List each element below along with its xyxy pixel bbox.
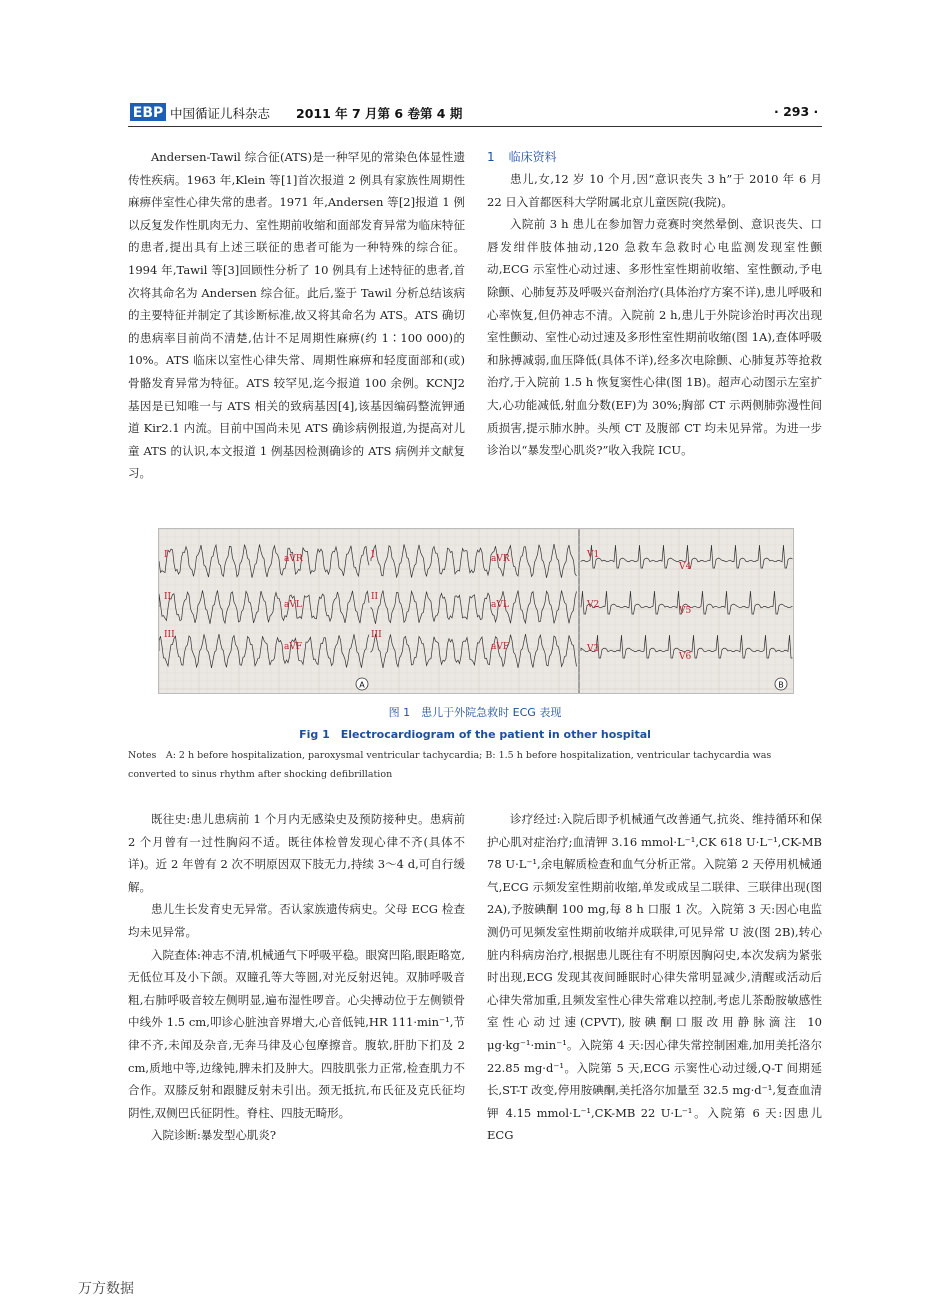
figure-caption-cn: 图 1 患儿于外院急救时 ECG 表现 [388, 706, 562, 719]
ecg-lead-label: V2 [587, 600, 600, 610]
issue-info: 2011 年 7 月第 6 卷第 4 期 [296, 106, 463, 121]
watermark: 万方数据 [78, 1281, 134, 1297]
ecg-lead-label: aVL [491, 600, 509, 610]
treatment-course: 诊疗经过:入院后即予机械通气改善通气,抗炎、维持循环和保护心肌对症治疗;血清钾 3.16 mmol·L⁻¹,CK 618 U·L⁻¹,CK-MB 78 U·L⁻¹,余电解质检查和血气分析正常。入院第 2 天停用机械通气,ECG 示频发室性期前收缩,单发或成呈二联律、三联律出现(图 2A),予胺碘酮 100 mg,每 8 h 口服 1 次。入院第 3 天:因心电监测仍可见频发室性期前收缩并成联律,可见异常 U 波(图 2B),转心脏内科病房治疗,根据患儿既往有不明原因胸闷史,本次发病为紧张时出现,ECG 发现其夜间睡眠时心律失常明显减少,清醒或活动后心律失常加重,且频发室性心律失常难以控制,考虑儿茶酚胺敏感性室性心动过速(CPVT),胺碘酮口服改用静脉滴注 10 μg·kg⁻¹·min⁻¹。入院第 4 天:因心律失常控制困难,加用美托洛尔 22.85 mg·d⁻¹。入院第 5 天,ECG 示窦性心动过缓,Q-T 间期延长,ST-T 改变,停用胺碘酮,美托洛尔加量至 32.5 mg·d⁻¹,复查血清钾 4.15 mmol·L⁻¹,CK-MB 22 U·L⁻¹。入院第 6 天:因患儿 ECG [487, 812, 822, 1143]
ecg-lead-label: I [371, 550, 375, 560]
admission-diagnosis: 入院诊断:暴发型心肌炎? [151, 1128, 277, 1143]
section-title: 临床资料 [508, 150, 557, 164]
section-number: 1 [487, 150, 495, 164]
development-history: 患儿生长发育史无异常。否认家族遗传病史。父母 ECG 检查均未见异常。 [128, 902, 465, 939]
ecg-lead-label: aVR [491, 554, 510, 564]
ecg-lead-label: V6 [679, 652, 692, 662]
logo-text: EBP [132, 105, 164, 121]
patient-summary: 患儿,女,12 岁 10 个月,因“意识丧失 3 h”于 2010 年 6 月 22 日入首都医科大学附属北京儿童医院(我院)。 [487, 172, 822, 209]
ecg-lead-label: aVL [284, 600, 302, 610]
section-heading [487, 146, 822, 168]
ecg-lead-label: aVF [284, 642, 303, 652]
physical-exam: 入院查体:神志不清,机械通气下呼吸平稳。眼窝凹陷,眼距略宽,无低位耳及小下颌。双瞳孔等大等圆,对光反射迟钝。双肺呼吸音粗,右肺呼吸音较左侧明显,遍布湿性啰音。心尖搏动位于左侧锁骨中线外 1.5 cm,叩诊心脏浊音界增大,心音低钝,HR 111·min⁻¹,节律不齐,未闻及杂音,无奔马律及心包摩擦音。腹软,肝肋下扪及 2 cm,质地中等,边缘钝,脾未扪及肿大。四肢肌张力正常,检查肌力不合作。双膝反射和跟腱反射未引出。颈无抵抗,布氏征及克氏征均阴性,双侧巴氏征阴性。脊柱、四肢无畸形。 [128, 947, 465, 1120]
ecg-image [159, 529, 793, 693]
ecg-lead-label: III [164, 630, 175, 640]
figure-notes: Notes A: 2 h before hospitalization, paroxysmal ventricular tachycardia; B: 1.5 h before hospitalization, ventricular tachycardia was converted to sinus rhythm after shocking defibrillation [128, 750, 772, 780]
journal-logo [128, 101, 168, 123]
treatment-column [487, 808, 822, 1147]
ecg-lead-label: aVR [284, 554, 303, 564]
panel-b-label: B [778, 680, 784, 690]
intro-column [128, 146, 465, 485]
journal-name: 中国循证儿科杂志 [170, 106, 271, 121]
ecg-lead-label: V4 [679, 562, 692, 572]
figure-caption-en: Fig 1 Electrocardiogram of the patient in other hospital [299, 728, 651, 741]
ecg-lead-label: aVF [491, 642, 510, 652]
ecg-lead-label: V5 [679, 606, 692, 616]
page-number: · 293 · [774, 104, 819, 119]
clinical-data-column [487, 146, 822, 462]
ecg-lead-label: V1 [587, 550, 600, 560]
ecg-lead-label: I [164, 550, 168, 560]
ecg-lead-label: II [164, 592, 172, 602]
intro-paragraph: Andersen-Tawil 综合征(ATS)是一种罕见的常染色体显性遗传性疾病。1963 年,Klein 等[1]首次报道 2 例具有家族性周期性麻痹伴室性心律失常的患者。1971 年,Andersen 等[2]报道 1 例以反复发作性肌肉无力、室性期前收缩和面部发育异常为临床特征的患者,提出具有上述三联征的患者可能为一种特殊的综合征。1994 年,Tawil 等[3]回顾性分析了 10 例具有上述特征的患者,首次将其命名为 Andersen 综合征。此后,鉴于 Tawil 分析总结该病的主要特征并制定了其诊断标准,故又将其命名为 ATS。ATS 确切的患病率目前尚不清楚,估计不足周期性麻痹(约 1∶100 000)的 10%。ATS 临床以室性心律失常、周期性麻痹和轻度面部和(或)骨骼发育异常为特征。ATS 较罕见,迄今报道 100 余例。KCNJ2 基因是已知唯一与 ATS 相关的致病基因[4],该基因编码整流钾通道 Kir2.1 内流。目前中国尚未见 ATS 确诊病例报道,为提高对儿童 ATS 的认识,本文报道 1 例基因检测确诊的 ATS 病例并文献复习。 [128, 150, 465, 481]
header-rule [128, 126, 822, 127]
history-column [128, 808, 465, 1147]
ecg-lead-label: III [371, 630, 382, 640]
panel-a-label: A [359, 680, 365, 690]
ecg-figure [158, 528, 794, 694]
history-paragraph: 入院前 3 h 患儿在参加智力竞赛时突然晕倒、意识丧失、口唇发绀伴肢体抽动,120 急救车急救时心电监测发现室性颤动,ECG 示室性心动过速、多形性室性期前收缩、室性颤动,予电除颤、心肺复苏及呼吸兴奋剂治疗(具体治疗方案不详),患儿呼吸和心率恢复,但仍神志不清。入院前 2 h,患儿于外院诊治时再次出现室性颤动、室性心动过速及多形性室性期前收缩(图 1A),查体呼吸和脉搏减弱,血压降低(具体不详),经多次电除颤、心肺复苏等抢救治疗,于入院前 1.5 h 恢复窦性心律(图 1B)。超声心动图示左室扩大,心功能减低,射血分数(EF)为 30%;胸部 CT 示两侧肺弥漫性间质损害,提示肺水肿。头颅 CT 及腹部 CT 均未见异常。为进一步诊治以“暴发型心肌炎?”收入我院 ICU。 [487, 217, 822, 458]
ecg-lead-label: V3 [587, 644, 600, 654]
past-history: 既往史:患儿患病前 1 个月内无感染史及预防接种史。患病前 2 个月曾有一过性胸闷不适。既往体检曾发现心律不齐(具体不详)。近 2 年曾有 2 次不明原因双下肢无力,持续 3～4 d,可自行缓解。 [128, 812, 465, 894]
ecg-lead-label: II [371, 592, 379, 602]
